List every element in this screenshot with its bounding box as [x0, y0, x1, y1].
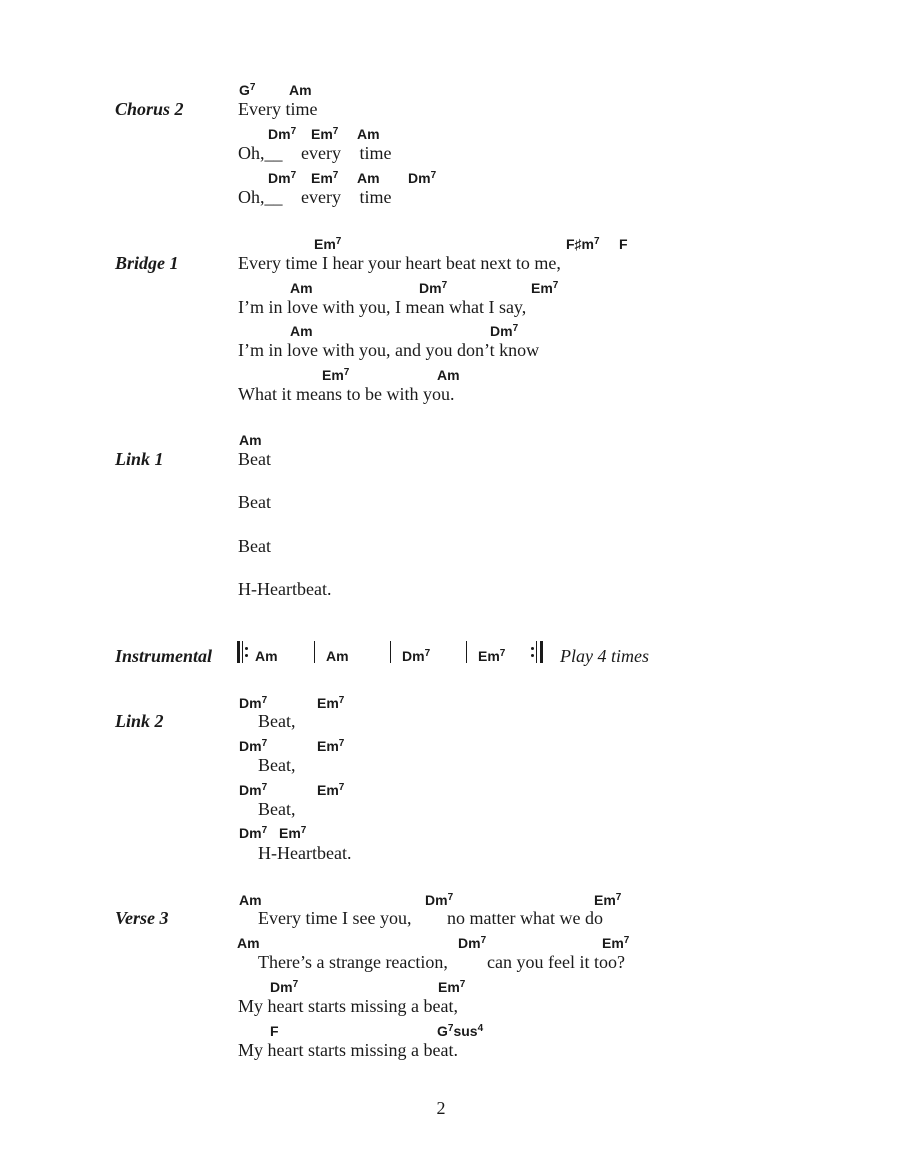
- section-label-verse-3: Verse 3: [115, 908, 169, 928]
- lyric-line: H-Heartbeat.: [238, 579, 332, 599]
- lyric-line: can you feel it too?: [487, 952, 625, 972]
- chord: Dm$^7$: [239, 738, 268, 754]
- chord: Am: [357, 170, 380, 186]
- chord: Dm$^7$: [419, 280, 448, 296]
- bar-chord: Am: [326, 648, 349, 664]
- chord: Em$^7$: [311, 170, 339, 186]
- chord: Em$^7$: [594, 892, 622, 908]
- lyric-line: There’s a strange reaction,: [258, 952, 448, 972]
- lyric-line: Beat: [238, 449, 271, 469]
- chord: Em$^7$: [531, 280, 559, 296]
- chord: $G^7$: [239, 82, 256, 98]
- chord: Dm$^7$: [270, 979, 299, 995]
- bar-chord: Dm$^7$: [402, 648, 431, 664]
- chord: Am: [289, 82, 312, 98]
- chord: Dm$^7$: [490, 323, 519, 339]
- section-label-chorus-2: Chorus 2: [115, 99, 184, 119]
- lyric-line: Every time I see you,: [258, 908, 412, 928]
- lyric-line: Every time: [238, 99, 318, 119]
- chord: Em$^7$: [322, 367, 350, 383]
- page-number: 2: [436, 1098, 446, 1118]
- lyric-line: Beat,: [258, 711, 296, 731]
- repeat-start-sign: [237, 641, 249, 663]
- lyric-line: Beat: [238, 492, 271, 512]
- repeat-instruction: Play 4 times: [560, 646, 649, 666]
- chord: Am: [437, 367, 460, 383]
- chord: Em$^7$: [317, 738, 345, 754]
- chord: Em$^7$: [314, 236, 342, 252]
- chord: $F♯m^7$: [566, 236, 600, 252]
- chord: Dm$^7$: [268, 126, 297, 142]
- chord: Em$^7$: [438, 979, 466, 995]
- chord: Am: [290, 323, 313, 339]
- chord: Am: [237, 935, 260, 951]
- section-label-bridge-1: Bridge 1: [115, 253, 179, 273]
- chord: Em$^7$: [317, 695, 345, 711]
- lyric-line: Beat,: [258, 755, 296, 775]
- lyric-line: What it means to be with you.: [238, 384, 455, 404]
- chord: Dm$^7$: [408, 170, 437, 186]
- chord: Am: [290, 280, 313, 296]
- lyric-line: no matter what we do: [447, 908, 603, 928]
- chord: $G^7sus^4$: [437, 1023, 484, 1039]
- bar-chord: Am: [255, 648, 278, 664]
- bar-line: [314, 641, 315, 663]
- lyric-line: I’m in love with you, I mean what I say,: [238, 297, 527, 317]
- section-label-instrumental: Instrumental: [115, 646, 213, 666]
- chord: Dm$^7$: [425, 892, 454, 908]
- lyric-line: Beat,: [258, 799, 296, 819]
- chord: Em$^7$: [311, 126, 339, 142]
- chord: F: [619, 236, 628, 252]
- bar-line: [466, 641, 467, 663]
- chord: Am: [239, 432, 262, 448]
- chord: Am: [357, 126, 380, 142]
- chord: Em$^7$: [279, 825, 307, 841]
- lyric-line: Oh,__ every time: [238, 143, 392, 163]
- bar-line: [390, 641, 391, 663]
- section-label-link-2: Link 2: [115, 711, 164, 731]
- section-label-link-1: Link 1: [115, 449, 164, 469]
- chord: Dm$^7$: [239, 825, 268, 841]
- lyric-line: Oh,__ every time: [238, 187, 392, 207]
- chord: Dm$^7$: [239, 782, 268, 798]
- lyric-line: My heart starts missing a beat.: [238, 1040, 458, 1060]
- lyric-line: My heart starts missing a beat,: [238, 996, 458, 1016]
- chord: Em$^7$: [602, 935, 630, 951]
- chord: Dm$^7$: [239, 695, 268, 711]
- chord: F: [270, 1023, 279, 1039]
- chord: Am: [239, 892, 262, 908]
- lyric-line: Beat: [238, 536, 271, 556]
- lyric-line: I’m in love with you, and you don’t know: [238, 340, 540, 360]
- chord: Dm$^7$: [458, 935, 487, 951]
- lyric-line: H-Heartbeat.: [258, 843, 352, 863]
- chord: Dm$^7$: [268, 170, 297, 186]
- bar-chord: Em$^7$: [478, 648, 506, 664]
- repeat-end-sign: [531, 641, 543, 663]
- lyric-line: Every time I hear your heart beat next to me,: [238, 253, 561, 273]
- chord: Em$^7$: [317, 782, 345, 798]
